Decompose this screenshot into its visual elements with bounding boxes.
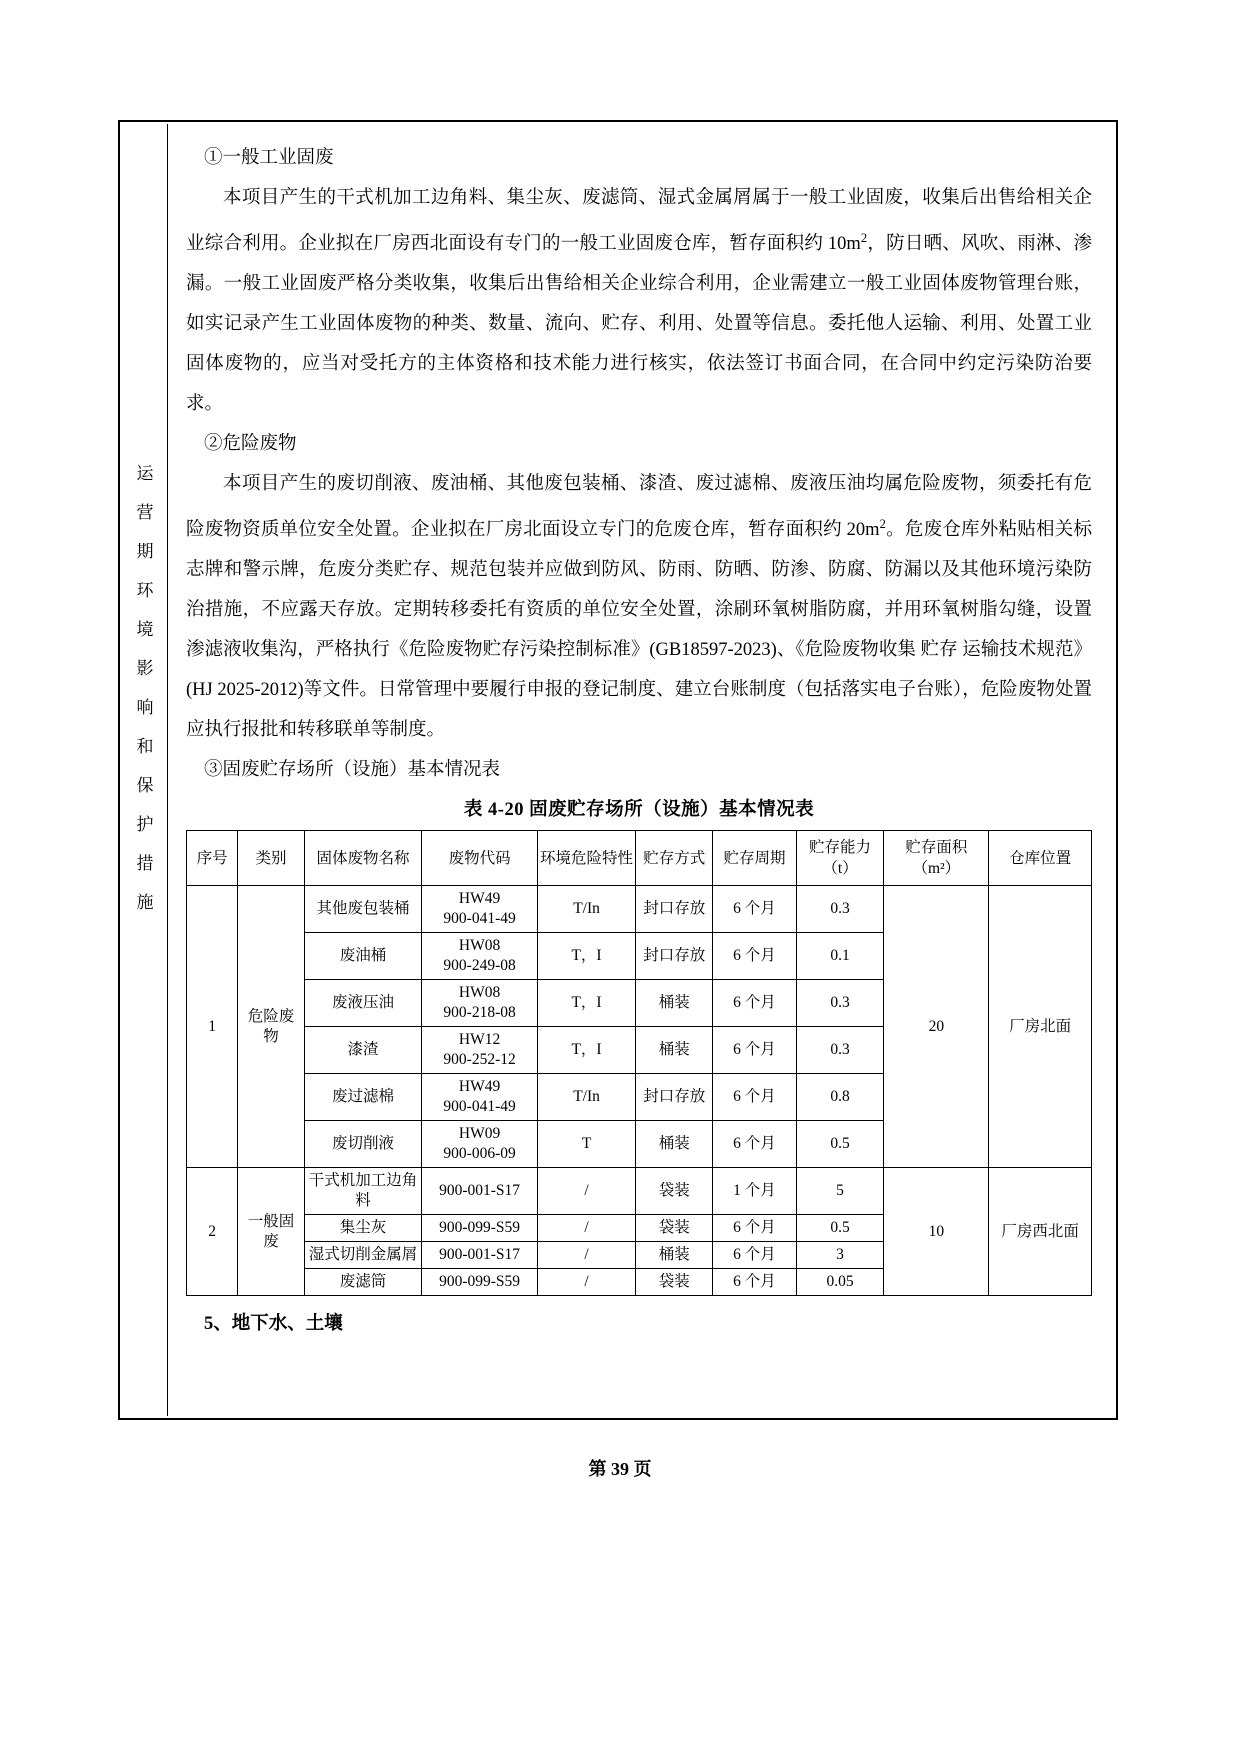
cell-waste-name: 湿式切削金属屑 bbox=[304, 1242, 422, 1269]
cell-no: 1 bbox=[187, 886, 238, 1168]
cell-waste-code: HW09 900-006-09 bbox=[422, 1121, 538, 1168]
cell-store-capacity: 0.05 bbox=[796, 1269, 884, 1296]
cell-hazard: / bbox=[537, 1269, 635, 1296]
cell-store-period: 6 个月 bbox=[713, 1215, 796, 1242]
cell-store-capacity: 0.3 bbox=[796, 886, 884, 933]
th-hazard: 环境危险特性 bbox=[537, 831, 635, 886]
cell-store-method: 桶装 bbox=[636, 1027, 713, 1074]
page-footer: 第 39 页 bbox=[588, 1459, 652, 1479]
table-header-row bbox=[187, 831, 1092, 886]
cell-store-method: 桶装 bbox=[636, 1121, 713, 1168]
th-store-method: 贮存方式 bbox=[636, 831, 713, 886]
th-store-period: 贮存周期 bbox=[713, 831, 796, 886]
cell-waste-code: HW08 900-249-08 bbox=[422, 933, 538, 980]
th-store-capacity: 贮存能力（t） bbox=[796, 831, 884, 886]
cell-hazard: T，I bbox=[537, 1027, 635, 1074]
cell-store-capacity: 0.3 bbox=[796, 1027, 884, 1074]
table-row bbox=[187, 886, 1092, 933]
cell-store-method: 封口存放 bbox=[636, 886, 713, 933]
cell-store-period: 6 个月 bbox=[713, 886, 796, 933]
cell-waste-code: 900-001-S17 bbox=[422, 1168, 538, 1215]
sidebar-section-label bbox=[122, 124, 168, 1416]
cell-store-capacity: 0.3 bbox=[796, 980, 884, 1027]
cell-waste-code: 900-001-S17 bbox=[422, 1242, 538, 1269]
cell-store-period: 6 个月 bbox=[713, 980, 796, 1027]
cell-store-period: 6 个月 bbox=[713, 1242, 796, 1269]
cell-store-method: 封口存放 bbox=[636, 1074, 713, 1121]
cell-store-period: 6 个月 bbox=[713, 933, 796, 980]
cell-store-period: 6 个月 bbox=[713, 1121, 796, 1168]
cell-waste-name: 废油桶 bbox=[304, 933, 422, 980]
cell-warehouse-location: 厂房西北面 bbox=[989, 1168, 1092, 1296]
cell-warehouse-location: 厂房北面 bbox=[989, 886, 1092, 1168]
cell-store-capacity: 3 bbox=[796, 1242, 884, 1269]
cell-store-period: 6 个月 bbox=[713, 1269, 796, 1296]
cell-store-capacity: 0.5 bbox=[796, 1215, 884, 1242]
cell-waste-code: HW49 900-041-49 bbox=[422, 1074, 538, 1121]
cell-waste-code: 900-099-S59 bbox=[422, 1269, 538, 1296]
th-category: 类别 bbox=[238, 831, 304, 886]
th-waste-name: 固体废物名称 bbox=[304, 831, 422, 886]
cell-store-method: 桶装 bbox=[636, 1242, 713, 1269]
main-content bbox=[168, 124, 1114, 1416]
cell-store-period: 6 个月 bbox=[713, 1074, 796, 1121]
cell-waste-name: 集尘灰 bbox=[304, 1215, 422, 1242]
cell-store-capacity: 0.8 bbox=[796, 1074, 884, 1121]
cell-store-method: 袋装 bbox=[636, 1215, 713, 1242]
cell-hazard: T/In bbox=[537, 886, 635, 933]
cell-waste-name: 废滤筒 bbox=[304, 1269, 422, 1296]
cell-hazard: / bbox=[537, 1215, 635, 1242]
section-heading-general-solid-waste: ①一般工业固废 bbox=[204, 148, 334, 168]
table-row bbox=[187, 1168, 1092, 1215]
cell-hazard: T，I bbox=[537, 933, 635, 980]
cell-store-area: 10 bbox=[884, 1168, 989, 1296]
th-waste-code: 废物代码 bbox=[422, 831, 538, 886]
cell-waste-name: 干式机加工边角料 bbox=[304, 1168, 422, 1215]
th-no: 序号 bbox=[187, 831, 238, 886]
table-caption: 表 4-20 固废贮存场所（设施）基本情况表 bbox=[463, 800, 815, 821]
cell-waste-name: 其他废包装桶 bbox=[304, 886, 422, 933]
cell-store-capacity: 5 bbox=[796, 1168, 884, 1215]
section-heading-groundwater-soil: 5、地下水、土壤 bbox=[204, 1314, 343, 1335]
cell-store-period: 1 个月 bbox=[713, 1168, 796, 1215]
cell-store-capacity: 0.5 bbox=[796, 1121, 884, 1168]
sidebar-label-text: 运 营 期 环 境 影 响 和 保 护 措 施 bbox=[136, 464, 154, 912]
cell-hazard: T/In bbox=[537, 1074, 635, 1121]
cell-store-method: 袋装 bbox=[636, 1168, 713, 1215]
cell-waste-code: HW12 900-252-12 bbox=[422, 1027, 538, 1074]
cell-waste-code: HW08 900-218-08 bbox=[422, 980, 538, 1027]
cell-waste-name: 废切削液 bbox=[304, 1121, 422, 1168]
cell-category: 危险废物 bbox=[238, 886, 304, 1168]
cell-hazard: / bbox=[537, 1242, 635, 1269]
paragraph-general-solid-waste: 本项目产生的干式机加工边角料、集尘灰、废滤筒、湿式金属屑属于一般工业固废，收集后出售给相关企业综合利用。企业拟在厂房西北面设有专门的一般工业固废仓库，暂存面积约 $10m^2$，防日晒、风吹、雨淋、渗漏。一般工业固废严格分类收集，收集后出售给相关企业综合利用，企业需建立一般工业固体废物管理台账，如实记录产生工业固体废物的种类、数量、流向、贮存、利用、处置等信息。委托他人运输、利用、处置工业固体废物的，应当对受托方的主体资格和技术能力进行核实，依法签订书面合同，在合同中约定污染防治要求。 bbox=[186, 188, 1092, 415]
cell-hazard: T，I bbox=[537, 980, 635, 1027]
cell-waste-code: HW49 900-041-49 bbox=[422, 886, 538, 933]
cell-store-area: 20 bbox=[884, 886, 989, 1168]
cell-category: 一般固废 bbox=[238, 1168, 304, 1296]
th-warehouse-location: 仓库位置 bbox=[989, 831, 1092, 886]
cell-waste-name: 废过滤棉 bbox=[304, 1074, 422, 1121]
cell-no: 2 bbox=[187, 1168, 238, 1296]
content-frame bbox=[122, 124, 1114, 1416]
section-heading-storage-table: ③固废贮存场所（设施）基本情况表 bbox=[204, 760, 501, 781]
cell-hazard: T bbox=[537, 1121, 635, 1168]
cell-hazard: / bbox=[537, 1168, 635, 1215]
cell-store-capacity: 0.1 bbox=[796, 933, 884, 980]
solid-waste-storage-table bbox=[186, 830, 1092, 1296]
paragraph-hazardous-waste: 本项目产生的废切削液、废油桶、其他废包装桶、漆渣、废过滤棉、废液压油均属危险废物，须委托有危险废物资质单位安全处置。企业拟在厂房北面设立专门的危废仓库，暂存面积约 $20m^2$。危废仓库外粘贴相关标志牌和警示牌，危废分类贮存、规范包装并应做到防风、防雨、防晒、防渗、防腐、防漏以及其他环境污染防治措施，不应露天存放。定期转移委托有资质的单位安全处置，涂刷环氧树脂防腐，并用环氧树脂勾缝，设置渗滤液收集沟，严格执行《危险废物贮存污染控制标准》(GB18597-2023)、《危险废物收集 贮存 运输技术规范》(HJ 2025-2012)等文件。日常管理中要履行申报的登记制度、建立台账制度（包括落实电子台账），危险废物处置应执行报批和转移联单等制度。 bbox=[186, 474, 1092, 741]
cell-store-method: 桶装 bbox=[636, 980, 713, 1027]
cell-store-method: 袋装 bbox=[636, 1269, 713, 1296]
section-heading-hazardous-waste: ②危险废物 bbox=[204, 434, 297, 455]
th-store-area: 贮存面积（m²） bbox=[884, 831, 989, 886]
cell-store-period: 6 个月 bbox=[713, 1027, 796, 1074]
cell-store-method: 封口存放 bbox=[636, 933, 713, 980]
cell-waste-code: 900-099-S59 bbox=[422, 1215, 538, 1242]
cell-waste-name: 漆渣 bbox=[304, 1027, 422, 1074]
cell-waste-name: 废液压油 bbox=[304, 980, 422, 1027]
